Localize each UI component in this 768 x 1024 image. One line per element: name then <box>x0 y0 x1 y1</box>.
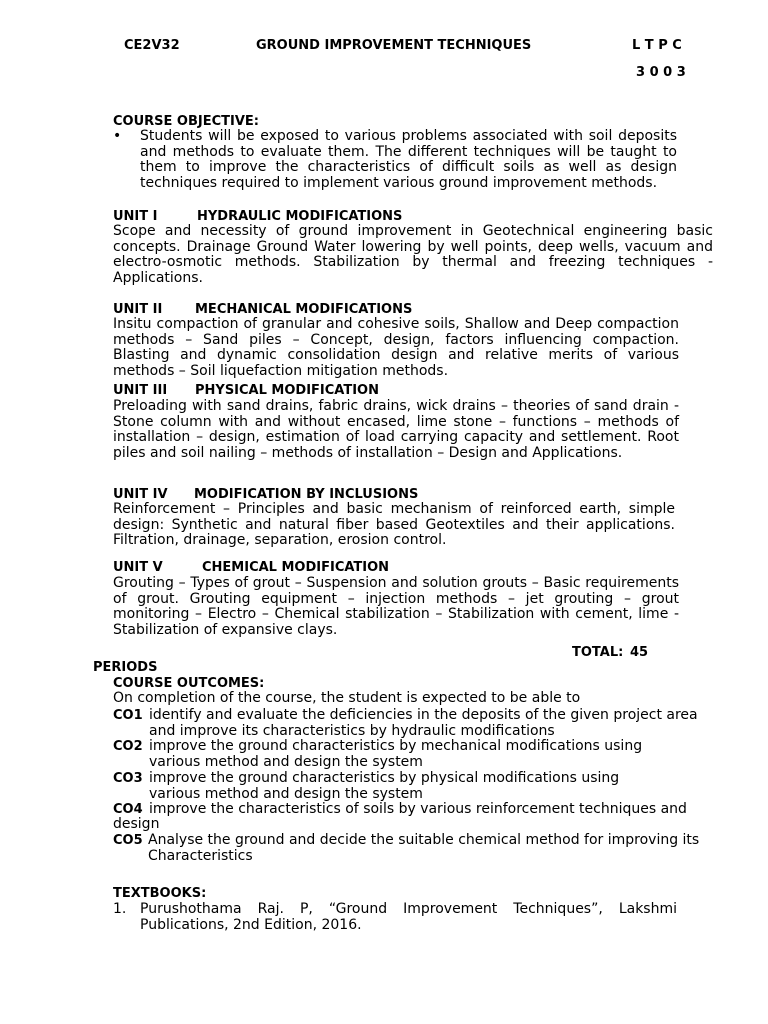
outcome-code: CO5 <box>113 833 143 848</box>
objective-text: Students will be exposed to various problems associated with soil deposits and methods to evaluate them. The different techniques will be taught to them to improve the characteristics of difficult soils as well as design techniques required to implement various ground improvement methods. <box>140 128 677 191</box>
unit-body: Scope and necessity of ground improvement in Geotechnical engineering basic concepts. Drainage Ground Water lowering by well points, deep wells, vacuum and electro-osmotic methods. Stabilization by thermal and freezing techniques - Applications. <box>113 223 713 286</box>
total-label: TOTAL: <box>572 645 624 660</box>
outcome-code: CO4 <box>113 802 143 817</box>
outcomes-heading: COURSE OUTCOMES: <box>113 676 265 691</box>
unit-body: Reinforcement – Principles and basic mechanism of reinforced earth, simple design: Synthetic and natural fiber based Geotextiles and their applications. Filtration, drainage, separation, erosion control. <box>113 501 675 549</box>
unit-label: UNIT II <box>113 302 163 317</box>
unit-title: PHYSICAL MODIFICATION <box>195 383 379 398</box>
unit-label: UNIT IV <box>113 487 168 502</box>
textbook-number: 1. <box>113 901 127 917</box>
textbooks-heading: TEXTBOOKS: <box>113 886 207 901</box>
outcomes-intro: On completion of the course, the student is expected to be able to <box>113 690 581 706</box>
unit-label: UNIT I <box>113 209 158 224</box>
unit-title: HYDRAULIC MODIFICATIONS <box>197 209 403 224</box>
outcome-text: identify and evaluate the deficiencies in the deposits of the given project area <box>149 707 698 723</box>
outcome-code: CO1 <box>113 708 143 723</box>
textbook-text: Purushothama Raj. P, “Ground Improvement Techniques”, Lakshmi <box>140 901 677 917</box>
unit-label: UNIT III <box>113 383 168 398</box>
outcome-text-cont: and improve its characteristics by hydraulic modifications <box>149 723 555 739</box>
unit-title: CHEMICAL MODIFICATION <box>202 560 390 575</box>
course-title: GROUND IMPROVEMENT TECHNIQUES <box>256 38 532 53</box>
unit-body: Preloading with sand drains, fabric drains, wick drains – theories of sand drain - Stone column with and without encased, lime stone – functions – methods of installation – design, estimation of load carrying capacity and settlement. Root piles and soil nailing – methods of installation – Design and Applications. <box>113 398 679 461</box>
outcome-text-cont: various method and design the system <box>149 754 423 770</box>
unit-title: MECHANICAL MODIFICATIONS <box>195 302 413 317</box>
ltpc-values: 3 0 0 3 <box>636 65 686 80</box>
outcome-text-cont: Characteristics <box>148 848 253 864</box>
total-value: 45 <box>630 645 649 660</box>
textbook-text-cont: Publications, 2nd Edition, 2016. <box>140 917 362 933</box>
unit-title: MODIFICATION BY INCLUSIONS <box>194 487 419 502</box>
outcome-code: CO2 <box>113 739 143 754</box>
outcome-text-cont: design <box>113 816 160 832</box>
bullet-icon: • <box>113 128 122 144</box>
outcome-code: CO3 <box>113 771 143 786</box>
outcome-text: improve the ground characteristics by mechanical modifications using <box>149 738 643 754</box>
outcome-text: improve the ground characteristics by physical modifications using <box>149 770 620 786</box>
ltpc-label: L T P C <box>632 38 682 53</box>
outcome-text-cont: various method and design the system <box>149 786 423 802</box>
periods-label: PERIODS <box>93 660 158 675</box>
unit-body: Insitu compaction of granular and cohesive soils, Shallow and Deep compaction methods – Sand piles – Concept, design, factors influencing compaction. Blasting and dynamic consolidation design and relative merits of various methods – Soil liquefaction mitigation methods. <box>113 316 679 379</box>
outcome-text: improve the characteristics of soils by various reinforcement techniques and <box>149 801 687 817</box>
outcome-text: Analyse the ground and decide the suitable chemical method for improving its <box>148 832 700 848</box>
objective-heading: COURSE OBJECTIVE: <box>113 114 259 129</box>
unit-label: UNIT V <box>113 560 163 575</box>
unit-body: Grouting – Types of grout – Suspension and solution grouts – Basic requirements of grout. Grouting equipment – injection methods – jet grouting – grout monitoring – Electro – Chemical stabilization – Stabilization with cement, lime - Stabilization of expansive clays. <box>113 575 679 638</box>
course-code: CE2V32 <box>124 38 180 53</box>
